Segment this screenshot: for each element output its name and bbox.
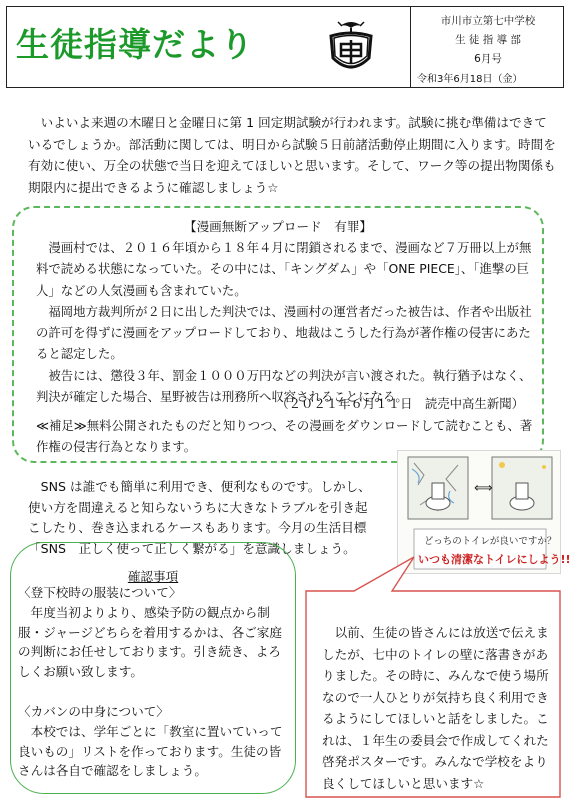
confirm-body xyxy=(18,583,288,781)
header-info-panel xyxy=(410,6,564,88)
issue-label: 6月号 xyxy=(474,53,502,65)
school-crest-icon xyxy=(318,14,384,80)
department-name: 生 徒 指 導 部 xyxy=(455,34,521,46)
poster-question: どっちのトイレが良いですか？ xyxy=(424,536,557,547)
article-note: ≪補足≫無料公開されたものだと知りつつ、その漫画をダウンロードして読むことも、著作権の侵害行為となります。 xyxy=(36,418,533,455)
article-paragraph: 漫画村では、２０１６年頃から１８年４月に閉鎖されるまで、漫画など７万冊以上が無料で読める状態になっていた。その中には、「キングダム」や「ONE PIECE」、「進撃の巨人」などの人気漫画も含まれていた。 xyxy=(36,240,532,298)
confirm-item-heading: 〈カバンの中身について〉 xyxy=(18,703,169,719)
article-body xyxy=(36,237,536,407)
article-title: 【漫画無断アップロード 有罪】 xyxy=(183,219,373,234)
sns-paragraph: SNS は誰でも簡単に利用でき、便利なものです。しかし、使い方を間違えると知らないうちに大きなトラブルを引き起こしたり、巻き込まれるケースもあります。今月の生活目標「SNS 正しく使って正しく繋がる」を意識しましょう。 xyxy=(28,479,371,556)
confirm-item-text: 年度当初よりより、感染予防の観点から制服・ジャージどちらを着用するかは、各ご家庭の判断にお任せしております。引き続き、よろしくお願い致します。 xyxy=(18,604,282,680)
arrow-icon: ⟺ xyxy=(474,481,493,496)
issue-date: 令和3年6月18日（金） xyxy=(417,74,523,85)
article-source: （２０２１年６月１１日 読売中高生新聞） xyxy=(276,396,524,411)
confirm-item-heading: 〈登下校時の服装について〉 xyxy=(18,585,182,600)
bubble-text: 以前、生徒の皆さんには放送で伝えましたが、七中のトイレの壁に落書きがありました。その時に、みんなで使う場所なので一人ひとりが気持ち良く利用できるようにしてほしいと話をしました。これは、１年生の委員会で作成してくれた啓発ポスターです。みんなで学校をより良くしてほしいと思います☆ xyxy=(322,625,549,791)
intro-paragraph: いよいよ来週の木曜日と金曜日に第 1 回定期試験が行われます。試験に挑む準備はできているでしょうか。部活動に関しては、明日から試験５日前諸活動停止期間に入ります。時間を有効に使い、万全の状態で当日を迎えてほしいと思います。そして、ワーク等の提出物関係も期限内に提出できるように確認しましょう☆ xyxy=(28,115,556,195)
school-name: 市川市立第七中学校 xyxy=(440,15,536,27)
article-paragraph: 被告には、懲役３年、罰金１０００万円などの判決が言い渡された。執行猶予はなく、判決が確定した場合、星野被告は刑務所へ収容されることになる。 xyxy=(36,367,532,405)
confirm-item-text: 本校では、学年ごとに「教室に置いていって良いもの」リストを作っております。生徒の皆さんは各自で確認をしましょう。 xyxy=(18,723,283,779)
poster-slogan: いつも清潔なトイレにしよう!! xyxy=(418,553,571,566)
newsletter-title: 生徒指導だより xyxy=(16,25,254,64)
article-paragraph: 福岡地方裁判所が２日に出した判決では、漫画村の運営者だった被告は、作者や出版社の許可を得ずに漫画をアップロードしており、地裁はこうした行為が著作権の侵害にあたると認定した。 xyxy=(36,303,532,362)
confirm-title: 確認事項 xyxy=(127,569,179,584)
